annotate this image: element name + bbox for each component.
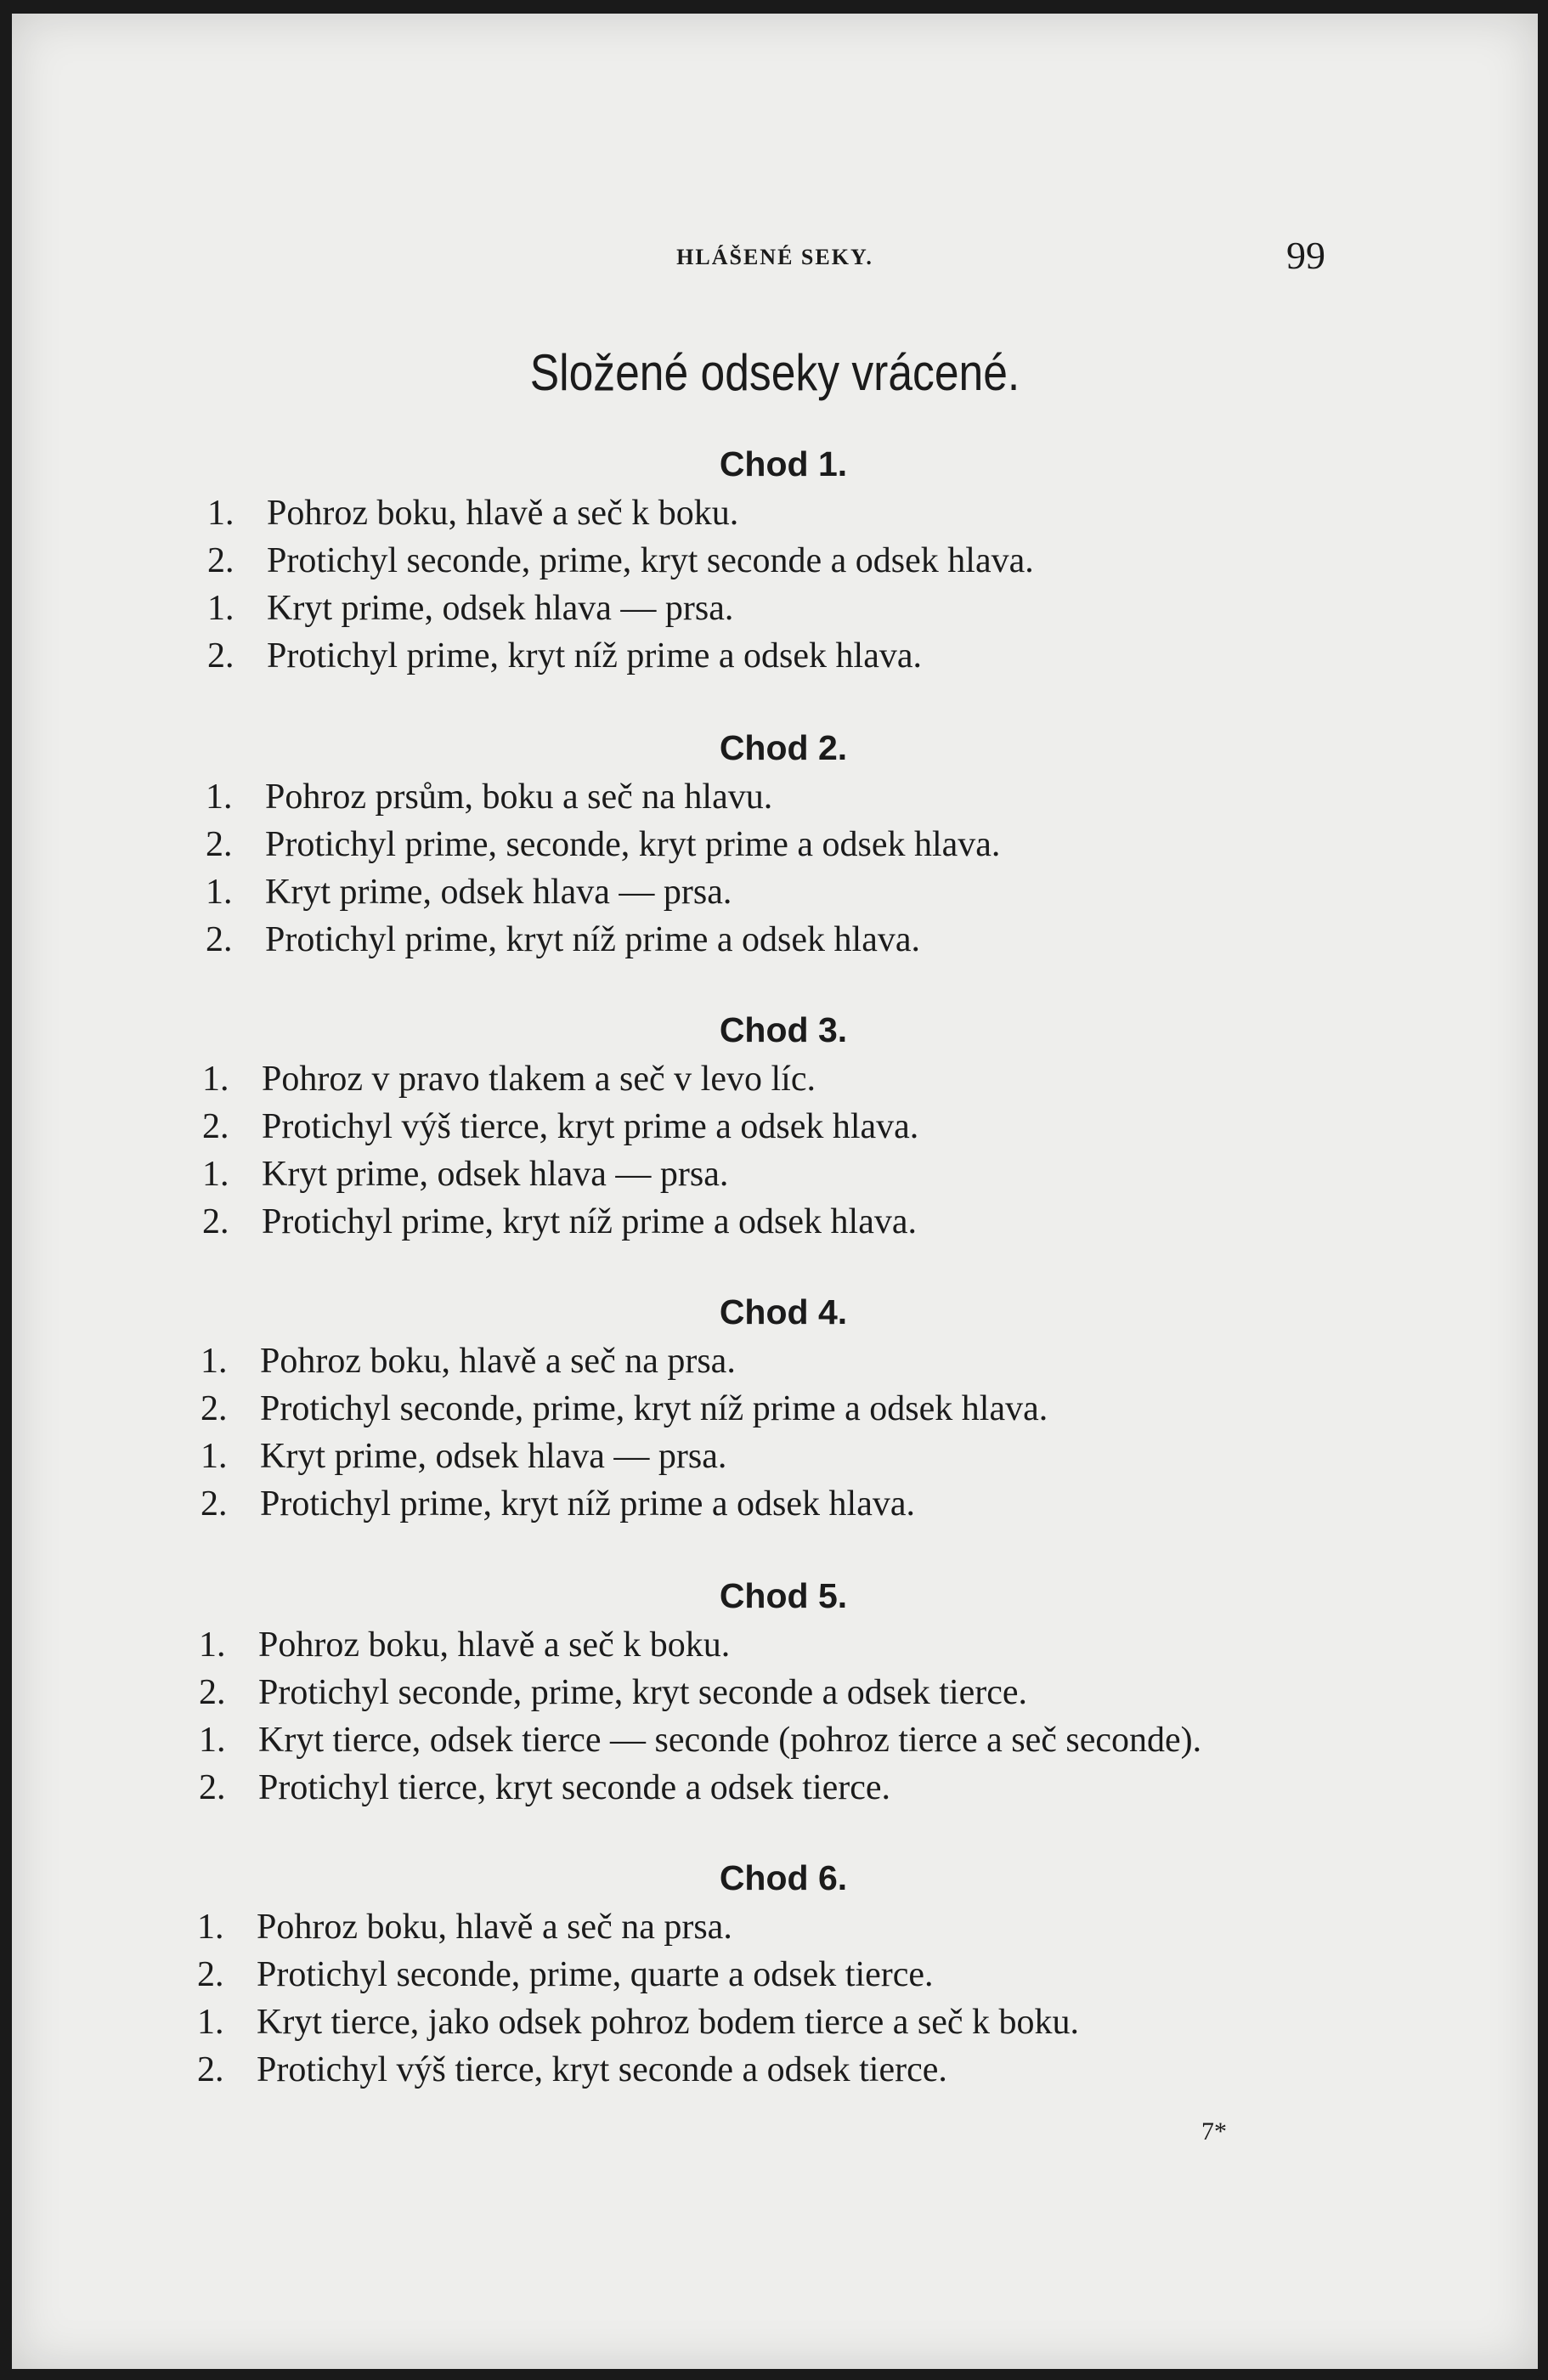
line-number: 1. bbox=[206, 777, 233, 817]
page-number: 99 bbox=[1286, 234, 1325, 277]
line-text: Pohroz boku, hlavě a seč na prsa. bbox=[260, 1342, 736, 1381]
numbered-line bbox=[12, 1433, 1538, 1480]
numbered-line bbox=[12, 1669, 1538, 1716]
line-number: 2. bbox=[201, 1484, 228, 1524]
line-text: Protichyl výš tierce, kryt prime a odsek hlava. bbox=[262, 1107, 919, 1146]
line-number: 1. bbox=[201, 1342, 228, 1381]
line-text: Protichyl seconde, prime, quarte a odsek tierce. bbox=[257, 1955, 934, 1994]
line-text: Kryt tierce, jako odsek pohroz bodem tierce a seč k boku. bbox=[257, 2003, 1079, 2042]
section-heading: Chod 4. bbox=[719, 1292, 848, 1331]
line-number: 1. bbox=[206, 873, 233, 912]
numbered-line bbox=[12, 1103, 1538, 1150]
line-text: Protichyl seconde, prime, kryt seconde a odsek tierce. bbox=[258, 1673, 1028, 1712]
numbered-line bbox=[12, 1150, 1538, 1198]
line-text: Protichyl prime, kryt níž prime a odsek hlava. bbox=[260, 1484, 915, 1524]
line-text: Protichyl výš tierce, kryt seconde a odsek tierce. bbox=[257, 2050, 947, 2089]
section-heading: Chod 6. bbox=[719, 1858, 848, 1897]
line-number: 1. bbox=[197, 2003, 224, 2042]
line-number: 1. bbox=[199, 1625, 226, 1665]
numbered-line bbox=[12, 1951, 1538, 1998]
line-text: Kryt prime, odsek hlava — prsa. bbox=[262, 1155, 729, 1194]
numbered-line bbox=[12, 1055, 1538, 1103]
line-text: Protichyl prime, seconde, kryt prime a odsek hlava. bbox=[265, 825, 1001, 864]
line-text: Protichyl prime, kryt níž prime a odsek hlava. bbox=[267, 636, 922, 676]
section-chod-1 bbox=[12, 438, 1538, 680]
section-heading: Chod 5. bbox=[719, 1576, 848, 1615]
line-text: Pohroz boku, hlavě a seč k boku. bbox=[267, 494, 739, 533]
numbered-line bbox=[12, 632, 1538, 680]
numbered-line bbox=[12, 2046, 1538, 2094]
line-number: 2. bbox=[201, 1389, 228, 1428]
line-number: 1. bbox=[207, 494, 234, 533]
line-number: 2. bbox=[202, 1202, 229, 1241]
section-heading: Chod 3. bbox=[719, 1010, 848, 1049]
numbered-line bbox=[12, 1621, 1538, 1669]
line-text: Protichyl prime, kryt níž prime a odsek hlava. bbox=[265, 920, 920, 959]
numbered-line bbox=[12, 585, 1538, 632]
line-number: 2. bbox=[197, 1955, 224, 1994]
line-text: Protichyl tierce, kryt seconde a odsek tierce. bbox=[258, 1768, 891, 1807]
numbered-line bbox=[12, 916, 1538, 964]
section-chod-2 bbox=[12, 722, 1538, 964]
line-number: 2. bbox=[206, 920, 233, 959]
numbered-line bbox=[12, 1903, 1538, 1951]
line-number: 1. bbox=[202, 1060, 229, 1099]
line-number: 1. bbox=[201, 1437, 228, 1476]
line-text: Pohroz boku, hlavě a seč k boku. bbox=[258, 1625, 731, 1665]
section-chod-5 bbox=[12, 1570, 1538, 1812]
section-heading: Chod 2. bbox=[719, 728, 848, 767]
line-text: Pohroz v pravo tlakem a seč v levo líc. bbox=[262, 1060, 816, 1099]
page-title: Složené odseky vrácené. bbox=[529, 344, 1020, 401]
line-number: 2. bbox=[202, 1107, 229, 1146]
numbered-line bbox=[12, 1998, 1538, 2046]
book-page bbox=[12, 14, 1538, 2369]
numbered-line bbox=[12, 537, 1538, 585]
numbered-line bbox=[12, 1716, 1538, 1764]
numbered-line bbox=[12, 1764, 1538, 1812]
line-number: 2. bbox=[207, 636, 234, 676]
line-text: Pohroz boku, hlavě a seč na prsa. bbox=[257, 1908, 732, 1947]
numbered-line bbox=[12, 773, 1538, 821]
line-number: 2. bbox=[206, 825, 233, 864]
line-text: Protichyl seconde, prime, kryt níž prime a odsek hlava. bbox=[260, 1389, 1048, 1428]
section-chod-4 bbox=[12, 1286, 1538, 1528]
line-text: Protichyl prime, kryt níž prime a odsek hlava. bbox=[262, 1202, 917, 1241]
line-number: 2. bbox=[199, 1768, 226, 1807]
line-text: Kryt tierce, odsek tierce — seconde (pohroz tierce a seč seconde). bbox=[258, 1721, 1202, 1760]
numbered-line bbox=[12, 489, 1538, 537]
line-text: Kryt prime, odsek hlava — prsa. bbox=[260, 1437, 727, 1476]
line-number: 1. bbox=[207, 589, 234, 628]
running-head: HLÁŠENÉ SEKY. bbox=[676, 245, 873, 269]
line-text: Pohroz prsům, boku a seč na hlavu. bbox=[265, 777, 773, 817]
line-number: 2. bbox=[197, 2050, 224, 2089]
line-text: Kryt prime, odsek hlava — prsa. bbox=[267, 589, 734, 628]
numbered-line bbox=[12, 1198, 1538, 1246]
numbered-line bbox=[12, 1337, 1538, 1385]
numbered-line bbox=[12, 1385, 1538, 1433]
numbered-line bbox=[12, 821, 1538, 868]
section-chod-3 bbox=[12, 1004, 1538, 1246]
signature-mark: 7* bbox=[1201, 2117, 1227, 2145]
line-text: Kryt prime, odsek hlava — prsa. bbox=[265, 873, 732, 912]
numbered-line bbox=[12, 1480, 1538, 1528]
section-chod-6 bbox=[12, 1852, 1538, 2094]
line-number: 1. bbox=[202, 1155, 229, 1194]
line-number: 2. bbox=[207, 541, 234, 580]
line-number: 1. bbox=[199, 1721, 226, 1760]
line-text: Protichyl seconde, prime, kryt seconde a odsek hlava. bbox=[267, 541, 1034, 580]
section-heading: Chod 1. bbox=[719, 444, 848, 483]
line-number: 2. bbox=[199, 1673, 226, 1712]
numbered-line bbox=[12, 868, 1538, 916]
line-number: 1. bbox=[197, 1908, 224, 1947]
